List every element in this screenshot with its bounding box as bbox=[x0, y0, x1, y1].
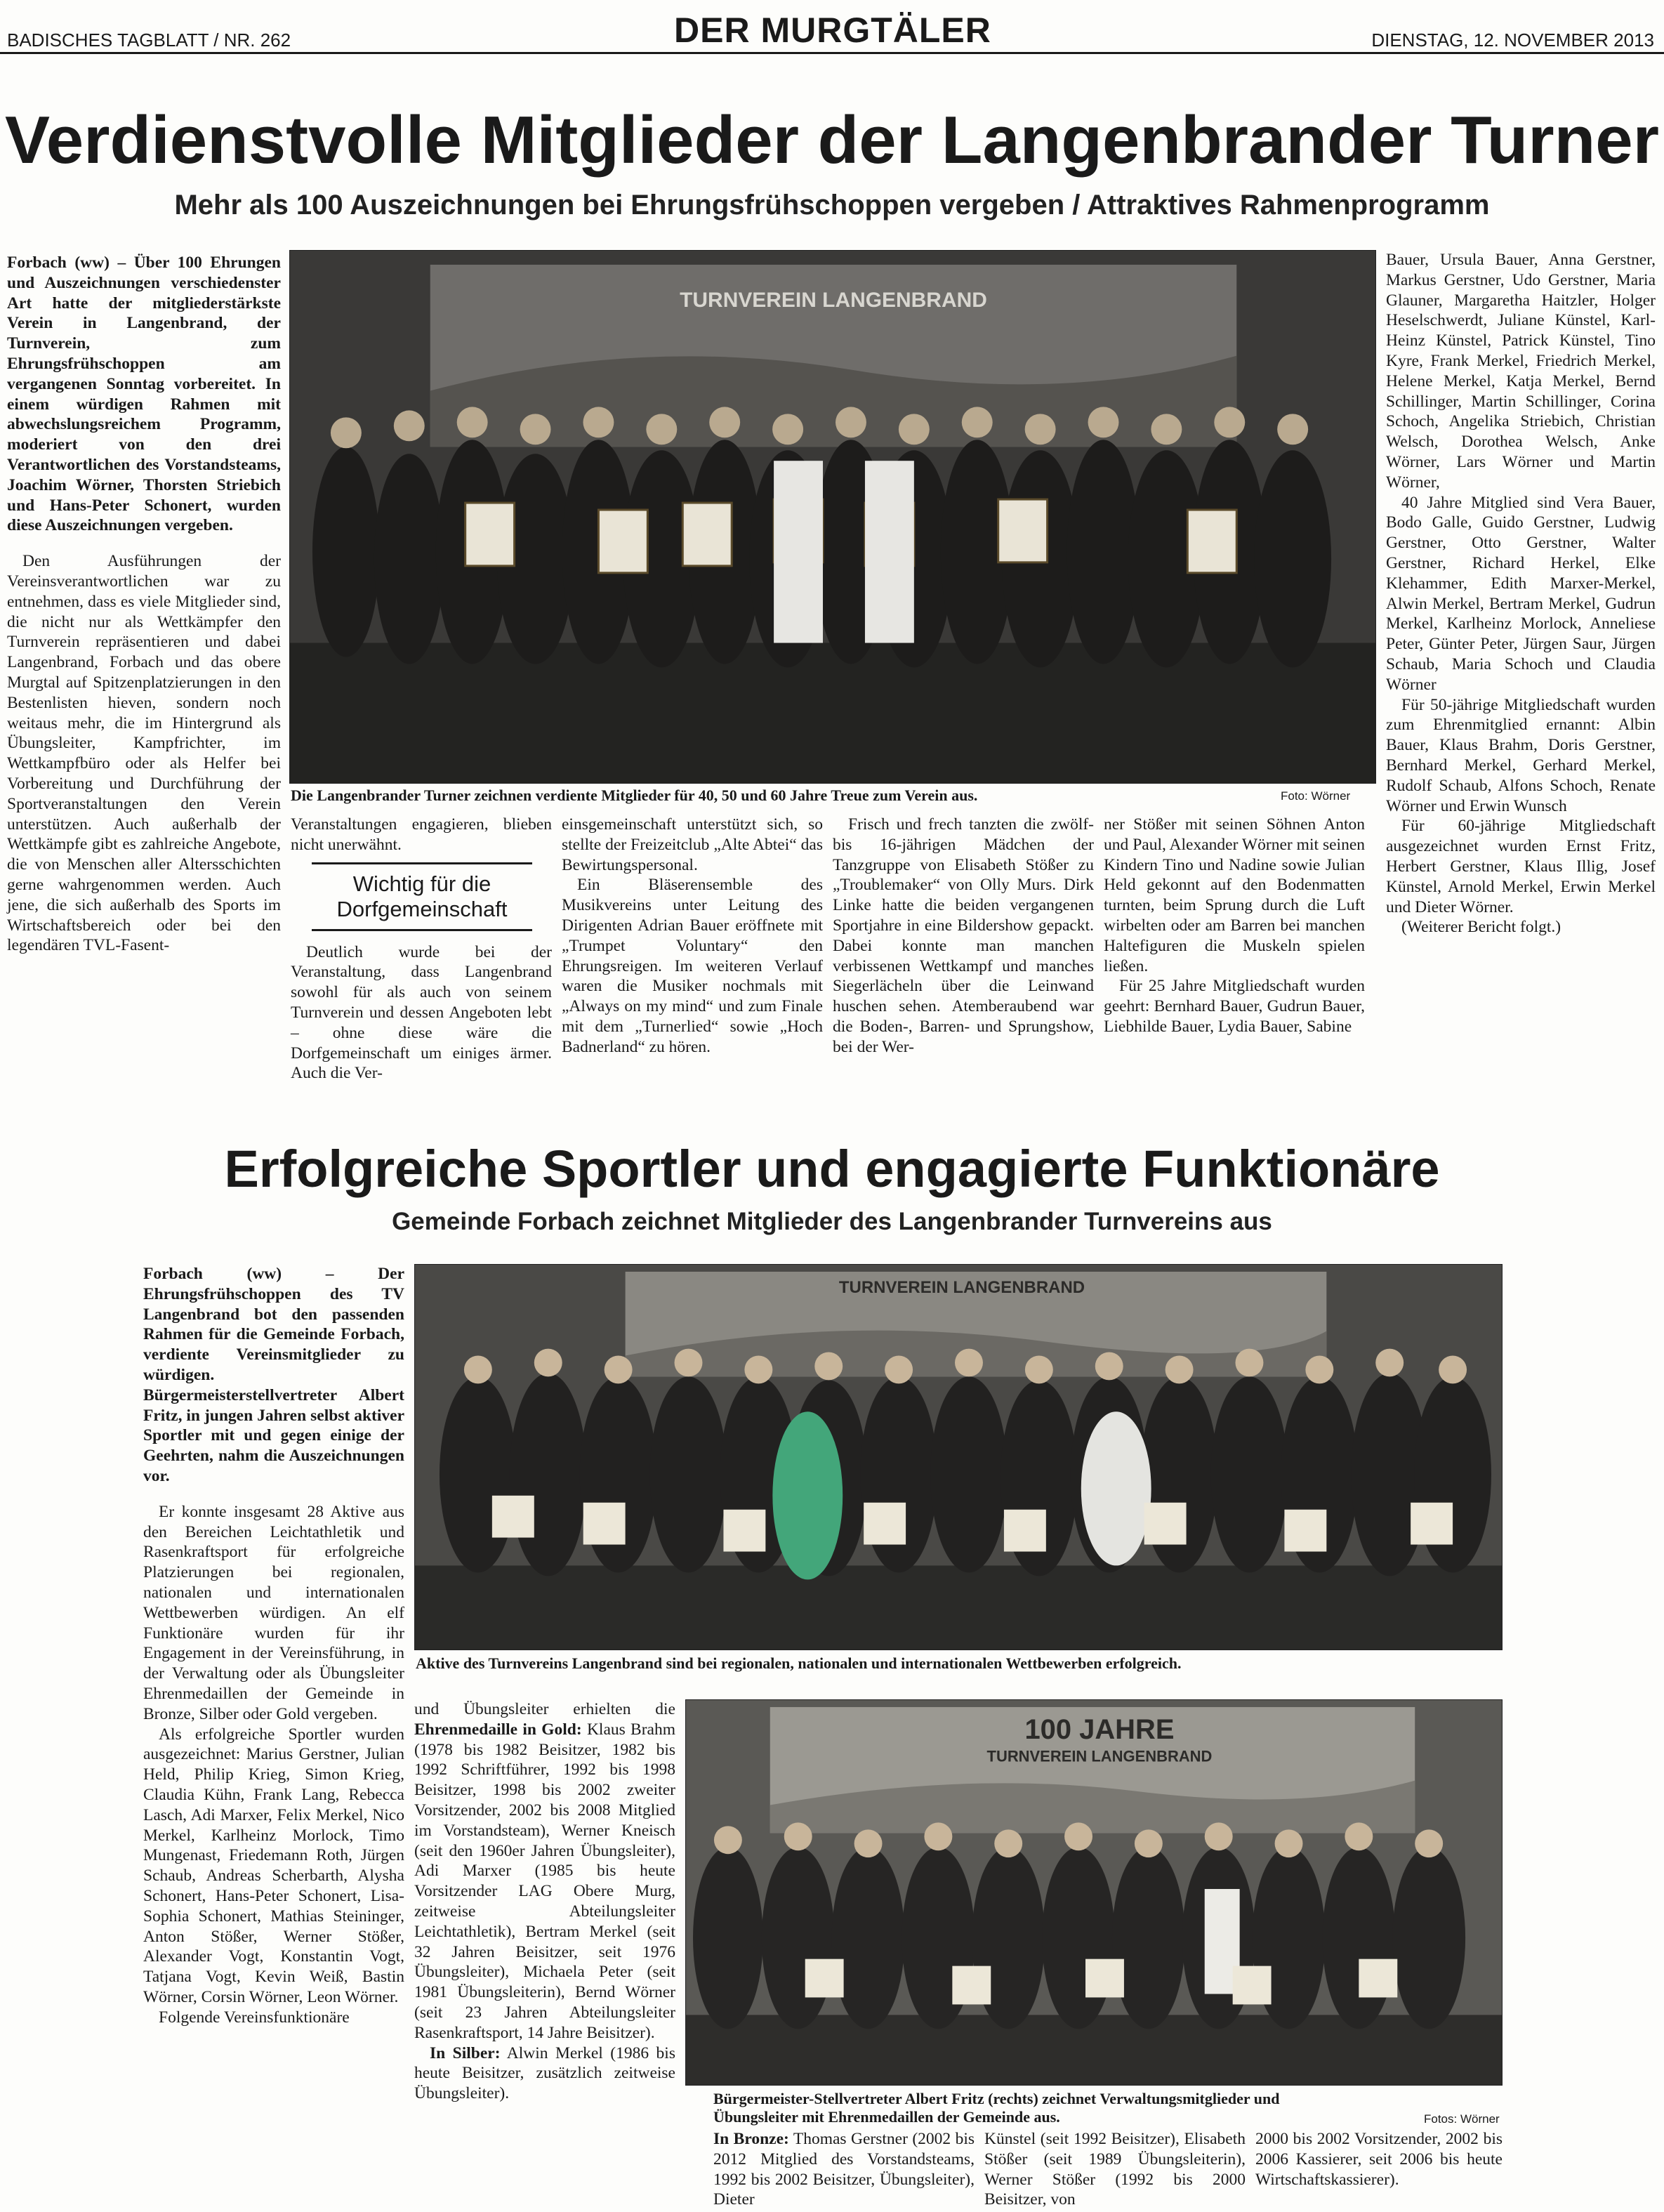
article1-lead: Forbach (ww) – Über 100 Ehrungen und Auszeichnungen verschiedenster Art hatte der mitgliederstärkste Verein in Langenbrand, der Turnverein, zum Ehrungsfrühschoppen am vergangenen Sonntag vorbereitet. In einem würdigen Rahmen mit abwechslungsreichem Programm, moderiert von den drei Verantwortlichen des Vorstandsteams, Joachim Wörner, Thorsten Striebich und Hans-Peter Schonert, wurden diese Auszeichnungen vergeben. bbox=[7, 254, 281, 535]
bronze-medal-label: In Bronze: bbox=[713, 2130, 789, 2148]
article1-paragraph: (Weiterer Bericht folgt.) bbox=[1401, 918, 1561, 937]
article2-paragraph: Künstel (seit 1992 Beisitzer), Elisabeth Stößer (seit 1989 Übungsleiterin), Werner Stößer (1992 bis 2000 Beisitzer, von bbox=[984, 2130, 1246, 2209]
article1-paragraph: Frisch und frech tanzten die zwölf- bis 16-jährigen Mädchen der Tanzgruppe von Elisabeth Stößer zu „Troublemaker“ von Olly Murs. Dirk Linke hatte die beiden vergangenen Sportjahre in eine Bildershow gepackt. Dabei konnte man manchen verbissenen Wettkampf und manches Siegerlächeln über die Leinwand huschen sehen. Atemberaubend war die Boden-, Barren- und Sprungshow, bei der Wer- bbox=[833, 815, 1094, 1056]
article1-paragraph: Für 25 Jahre Mitgliedschaft wurden geehrt: Bernhard Bauer, Gudrun Bauer, Liebhilde Bauer, Lydia Bauer, Sabine bbox=[1104, 977, 1365, 1036]
article2-paragraph bbox=[414, 1699, 675, 2043]
article2-photo2-banner-bottom: TURNVEREIN LANGENBRAND bbox=[986, 1747, 1213, 1765]
masthead-right: DIENSTAG, 12. NOVEMBER 2013 bbox=[1371, 29, 1654, 51]
article1-column-1 bbox=[7, 253, 281, 956]
article2-photo1-caption: Aktive des Turnvereins Langenbrand sind bei regionalen, nationalen und internationalen Wettbewerben erfolgreich. bbox=[416, 1654, 1182, 1672]
article1-subtitle: Mehr als 100 Auszeichnungen bei Ehrungsfrühschoppen vergeben / Attraktives Rahmenprogramm bbox=[174, 190, 1490, 220]
article2-column-3 bbox=[713, 2129, 975, 2210]
article1-paragraph: 40 Jahre Mitglied sind Vera Bauer, Bodo Galle, Guido Gerstner, Ludwig Gerstner, Otto Gerstner, Walter Gerstner, Richard Herkel, Elke Klehammer, Edith Marxer-Merkel, Alwin Merkel, Bertram Merkel, Gudrun Merkel, Karlheinz Morlock, Anneliese Peter, Günter Peter, Jürgen Saur, Jürgen Schaub, Maria Schoch und Claudia Wörner bbox=[1386, 493, 1656, 694]
article2-paragraph: Folgende Vereinsfunktionäre bbox=[159, 2008, 350, 2027]
article1-box-heading: Wichtig für die Dorfgemeinschaft bbox=[336, 871, 508, 921]
article2-photo-credit: Fotos: Wörner bbox=[1424, 2112, 1500, 2126]
masthead-rule bbox=[0, 52, 1664, 54]
article1-column-6 bbox=[1386, 250, 1656, 937]
article1-column-4 bbox=[833, 815, 1094, 1058]
article1-paragraph: Den Ausführungen der Vereinsverantwortlichen war zu entnehmen, dass es viele Mitglieder sind, die nicht nur als Wettkämpfer den Turnverein repräsentieren und dabei Langenbrand, Forbach und das obere Murgtal auf Spitzenplatzierungen in den Bestenlisten hieven, sondern noch weitaus mehr, die im Hintergrund als Übungsleiter, Kampfrichter, im Wettkampfbüro oder als Helfer bei Vorbereitung und Durchführung der Sportveranstaltungen den Verein unterstützen. Auch außerhalb der Wettkämpfe gibt es zahlreiche Angebote, die von Menschen aller Altersschichten gerne wahrgenommen werden. Auch jene, die sich außerhalb des Sports im Wirtschaftsbereich oder bei den legendären TVL-Fasent- bbox=[7, 552, 281, 955]
silver-medal-text: Alwin Merkel (1986 bis heute Beisitzer, zusätzlich zeitweise Übungsleiter). bbox=[414, 2043, 675, 2103]
article2-paragraph: 2000 bis 2002 Vorsitzender, 2002 bis 2006 Kassierer, seit 2006 bis heute Wirtschaftskassierer). bbox=[1255, 2130, 1503, 2189]
article1-photo bbox=[289, 250, 1376, 784]
gold-medal-label: Ehrenmedaille in Gold: bbox=[414, 1720, 582, 1739]
article2-paragraph: Als erfolgreiche Sportler wurden ausgezeichnet: Marius Gerstner, Julian Held, Philip Krieg, Simon Krieg, Claudia Kühn, Frank Lang, Rebecca Lasch, Adi Marxer, Felix Merkel, Nico Merkel, Karlheinz Morlock, Timo Mungenast, Friedemann Roth, Jürgen Schaub, Andreas Scherbarth, Alysha Schonert, Hans-Peter Schonert, Lisa-Sophia Schonert, Mathias Steininger, Anton Stößer, Werner Stößer, Alexander Vogt, Konstantin Vogt, Tatjana Vogt, Kevin Weiß, Bastin Wörner, Corsin Wörner, Leon Wörner. bbox=[143, 1725, 404, 2006]
article2-photo2-caption-line2: Übungsleiter mit Ehrenmedaillen der Gemeinde aus. bbox=[713, 2108, 1060, 2126]
article2-paragraph bbox=[713, 2129, 975, 2210]
article1-paragraph: Ein Bläserensemble des Musikvereins unter Leitung des Dirigenten Adrian Bauer eröffnete mit „Trumpet Voluntary“ den Ehrungsreigen. Im weiteren Verlauf waren die Musiker nochmals mit „Always on my mind“ und zum Finale mit dem „Turnerlied“ sowie „Hoch Badnerland“ zu hören. bbox=[562, 876, 823, 1056]
article2-title: Erfolgreiche Sportler und engagierte Funktionäre bbox=[224, 1140, 1440, 1198]
article1-paragraph: Veranstaltungen engagieren, blieben nicht unerwähnt. bbox=[291, 815, 552, 854]
article1-column-5 bbox=[1104, 815, 1365, 1037]
article1-photo-credit: Foto: Wörner bbox=[1281, 789, 1351, 803]
gold-medal-text: Klaus Brahm (1978 bis 1982 Beisitzer, 1982 bis 1992 Schriftführer, 1992 bis 1998 Beisitzer, 1998 bis 2002 zweiter Vorsitzender, 2002 bis 2008 Mitglied im Vorstandsteam), Werner Kneisch (seit den 1960er Jahren Übungsleiter), Adi Marxer (1985 bis heute Vorsitzender LAG Obere Murg, zeitweise Abteilungsleiter Leichtathletik), Bertram Merkel (seit 32 Jahren Beisitzer, seit 1976 Übungsleiter), Michaela Peter (seit 1981 Übungsleiterin), Bernd Wörner (seit 23 Jahren Abteilungsleiter Rasenkraftsport, 14 Jahre Beisitzer). bbox=[414, 1720, 675, 2042]
article2-photo-officials bbox=[685, 1699, 1503, 2086]
article2-column-4 bbox=[984, 2129, 1246, 2210]
article2-col2-intro: und Übungsleiter erhielten die bbox=[414, 1700, 675, 1718]
article2-lead: Forbach (ww) – Der Ehrungsfrühschoppen des TV Langenbrand bot den passenden Rahmen für die Gemeinde Forbach, verdiente Vereinsmitglieder zu würdigen. Bürgermeisterstellvertreter Albert Fritz, in jungen Jahren selbst aktiver Sportler mit und gegen einige der Geehrten, nahm die Auszeichnungen vor. bbox=[143, 1265, 404, 1485]
article2-photo-athletes bbox=[414, 1264, 1503, 1650]
silver-medal-label: In Silber: bbox=[430, 2043, 501, 2062]
article2-photo2-caption-line1: Bürgermeister-Stellvertreter Albert Fritz (rechts) zeichnet Verwaltungsmitglieder und bbox=[713, 2090, 1280, 2107]
article2-paragraph bbox=[414, 2043, 675, 2104]
article1-paragraph: Bauer, Ursula Bauer, Anna Gerstner, Markus Gerstner, Udo Gerstner, Maria Glauner, Margaretha Haitzler, Holger Heselschwerdt, Juliane Künstel, Karl-Heinz Künstel, Patrick Künstel, Tino Kyre, Frank Merkel, Friedrich Merkel, Helene Merkel, Katja Merkel, Bernd Schillinger, Martin Schillinger, Corina Schoch, Angelika Striebich, Christian Welsch, Dorothea Welsch, Anke Wörner, Lars Wörner und Martin Wörner, bbox=[1386, 251, 1656, 492]
subheading-box bbox=[312, 862, 532, 931]
article1-paragraph: Für 60-jährige Mitgliedschaft ausgezeichnet wurden Ernst Fritz, Herbert Gerstner, Klaus Illig, Josef Künstel, Arnold Merkel, Erwin Merkel und Dieter Wörner. bbox=[1386, 817, 1656, 916]
masthead-left: BADISCHES TAGBLATT / NR. 262 bbox=[7, 29, 291, 51]
article1-photo-banner: TURNVEREIN LANGENBRAND bbox=[680, 288, 987, 312]
article2-photo2-banner-top: 100 JAHRE bbox=[1024, 1713, 1175, 1745]
masthead-center: DER MURGTÄLER bbox=[674, 11, 991, 50]
article1-paragraph: einsgemeinschaft unterstützt sich, so stellte der Freizeitclub „Alte Abtei“ das Bewirtungspersonal. bbox=[562, 815, 823, 874]
article2-column-5 bbox=[1255, 2129, 1503, 2190]
article2-column-2 bbox=[414, 1699, 675, 2104]
article1-paragraph: ner Stößer mit seinen Söhnen Anton und Paul, Alexander Wörner mit seinen Kindern Tino und Nadine sowie Julian Held gekonnt auf den Bodenmatten turnten, beim Sprung durch die Luft wirbelten oder am Barren bei manchen Haltefiguren die Muskeln spielen ließen. bbox=[1104, 815, 1365, 975]
article2-paragraph: Er konnte insgesamt 28 Aktive aus den Bereichen Leichtathletik und Rasenkraftsport für erfolgreiche Platzierungen bei regionalen, nationalen und internationalen Wettbewerben würdigen. An elf Funktionäre wurden für ihr Engagement in der Vereinsführung, in der Verwaltung oder als Übungsleiter Ehrenmedaillen der Gemeinde in Bronze, Silber oder Gold vergeben. bbox=[143, 1502, 404, 1723]
article1-paragraph: Deutlich wurde bei der Veranstaltung, dass Langenbrand sowohl für als auch von seinem Turnverein und dessen Angeboten lebt – ohne diese wäre die Dorfgemeinschaft um einiges ärmer. Auch die Ver- bbox=[291, 942, 552, 1083]
article2-column-1 bbox=[143, 1264, 404, 2027]
article1-photo-caption: Die Langenbrander Turner zeichnen verdiente Mitglieder für 40, 50 und 60 Jahre Treue zum Verein aus. bbox=[291, 786, 978, 804]
article1-title: Verdienstvolle Mitglieder der Langenbrander Turner bbox=[4, 103, 1660, 178]
bronze-medal-text: Thomas Gerstner (2002 bis 2012 Mitglied des Vorstandsteams, 1992 bis 2002 Beisitzer, Übungsleiter), Dieter bbox=[713, 2130, 975, 2209]
article1-column-2 bbox=[291, 815, 552, 1084]
article1-paragraph: Für 50-jährige Mitgliedschaft wurden zum Ehrenmitglied ernannt: Albin Bauer, Klaus Brahm, Doris Gerstner, Bernhard Merkel, Gerhard Merkel, Rudolf Schaub, Alfons Schoch, Renate Wörner und Erwin Wunsch bbox=[1386, 695, 1656, 815]
article2-subtitle: Gemeinde Forbach zeichnet Mitglieder des Langenbrander Turnvereins aus bbox=[392, 1208, 1272, 1235]
article1-column-3 bbox=[562, 815, 823, 1058]
article2-photo-banner: TURNVEREIN LANGENBRAND bbox=[838, 1277, 1085, 1297]
